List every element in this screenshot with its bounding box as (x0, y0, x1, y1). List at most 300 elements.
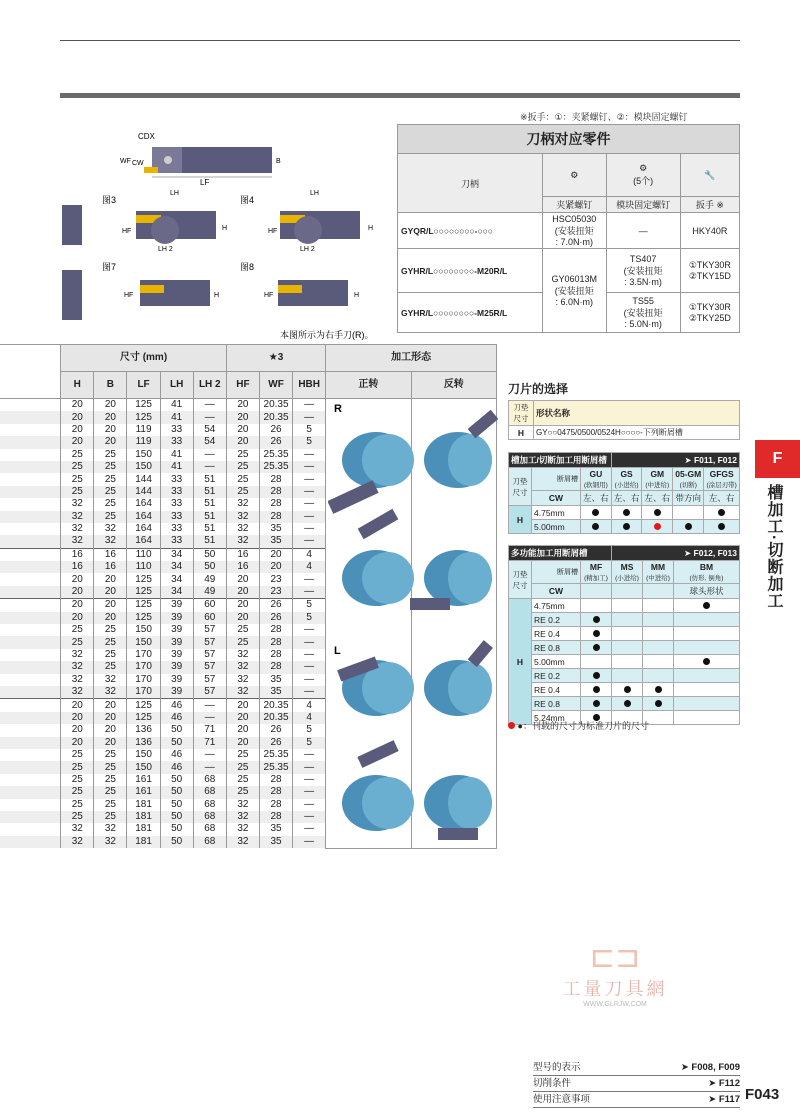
row-lead (0, 836, 61, 848)
table-cell: 28 (259, 811, 292, 823)
grv-col-2 (642, 468, 673, 491)
available-dot-icon (593, 672, 600, 679)
mark-cell (643, 613, 674, 627)
insert-size-cell: H (509, 506, 532, 534)
legend-text: ●：刊载的尺寸为标准刀片的尺寸 (517, 721, 649, 731)
fig7 (62, 262, 219, 320)
table-cell: 20 (61, 699, 94, 712)
cw-cell: 5.00mm (532, 655, 581, 669)
table-cell: 28 (259, 774, 292, 786)
table-cell: — (193, 699, 226, 712)
table-cell: 32 (61, 823, 94, 835)
row-lead (0, 712, 61, 724)
table-cell: 46 (160, 761, 193, 773)
dim-wf: WF (120, 158, 131, 165)
grooving-breaker-label: 断屑槽 (532, 468, 581, 491)
row-lead (0, 674, 61, 686)
table-cell: 20 (94, 712, 127, 724)
table-cell: — (293, 399, 326, 412)
table-cell: 32 (226, 498, 259, 510)
cw-cell: 4.75mm (532, 599, 581, 613)
svg-text:H: H (222, 225, 228, 232)
table-cell: 35 (259, 686, 292, 699)
table-cell: 25.35 (259, 761, 292, 773)
table-cell: 20 (259, 561, 292, 573)
table-cell: 25 (61, 774, 94, 786)
table-cell: 51 (193, 498, 226, 510)
mark-cell (643, 683, 674, 697)
table-cell: 34 (160, 561, 193, 573)
mark-cell (612, 641, 643, 655)
mlt-sub-1: (小进给) (615, 575, 639, 582)
mark-cell (612, 655, 643, 669)
insert-section-title: 刀片的选择 (508, 382, 569, 396)
row-lead (0, 649, 61, 661)
col-wrench-label: 扳手 (695, 200, 714, 210)
table-cell: 39 (160, 599, 193, 612)
table-cell: 170 (127, 661, 160, 673)
section-tab[interactable]: F (755, 440, 800, 478)
table-cell: 150 (127, 761, 160, 773)
footer-link-0[interactable] (533, 1060, 740, 1076)
table-cell: 50 (160, 811, 193, 823)
insert-size-head: 刀垫 尺寸 (509, 401, 534, 426)
mlt-sub-2: (中进给) (646, 575, 670, 582)
table-cell: 20.35 (259, 699, 292, 712)
table-cell: 28 (259, 498, 292, 510)
table-cell: 39 (160, 649, 193, 661)
module-screw-icon: ⚙ (5个) (606, 154, 680, 197)
mlt-col-0 (581, 561, 612, 584)
wrench-mark: ※ (716, 200, 724, 210)
table-cell: — (293, 786, 326, 798)
page-number: F043 (745, 1086, 780, 1103)
table-cell: 16 (226, 548, 259, 561)
fig8 (240, 262, 359, 306)
available-dot-icon (593, 644, 600, 651)
table-cell: — (293, 749, 326, 761)
table-cell: 32 (226, 511, 259, 523)
table-cell: 125 (127, 612, 160, 624)
row-lead (0, 699, 61, 712)
available-dot-icon (593, 700, 600, 707)
machining-illustrations (328, 398, 498, 874)
table-cell: 50 (193, 548, 226, 561)
table-cell: 34 (160, 573, 193, 585)
table-cell: 20 (94, 586, 127, 599)
mark-cell (611, 520, 642, 534)
fig3 (62, 190, 227, 253)
table-cell: 4 (293, 548, 326, 561)
table-cell: 20 (61, 399, 94, 412)
table-cell: 26 (259, 436, 292, 448)
table-cell: 181 (127, 823, 160, 835)
insert-legend (508, 719, 649, 732)
svg-text:H: H (214, 292, 220, 299)
col-hbh: HBH (293, 372, 326, 399)
row-lead (0, 686, 61, 699)
table-cell: 28 (259, 511, 292, 523)
insert-row (509, 669, 740, 683)
table-cell: — (293, 449, 326, 461)
mark-cell (704, 520, 740, 534)
mark-cell (674, 669, 740, 683)
watermark (540, 940, 690, 1008)
table-cell: — (293, 636, 326, 648)
table-cell: — (293, 761, 326, 773)
table-cell: — (293, 661, 326, 673)
grv-sub-4: (涂层刃带) (706, 482, 737, 489)
table-cell: 50 (193, 561, 226, 573)
table-cell: 25 (226, 449, 259, 461)
col-clamp: 夹紧螺钉 (543, 197, 607, 213)
mlt-code-3: BM (699, 562, 714, 572)
table-cell: 28 (259, 473, 292, 485)
table-cell: 32 (226, 535, 259, 548)
table-cell: 28 (259, 636, 292, 648)
table-cell: 25 (94, 624, 127, 636)
table-cell: 25 (226, 624, 259, 636)
standard-dot-icon (654, 523, 661, 530)
footer-label-1: 切削条件 (533, 1078, 572, 1089)
table-cell: 57 (193, 636, 226, 648)
table-cell: 164 (127, 523, 160, 535)
parts-title: 刀柄对应零件 (398, 125, 740, 154)
row-lead (0, 749, 61, 761)
mark-cell (612, 697, 643, 711)
table-cell: 181 (127, 799, 160, 811)
fig8-label: 图8 (240, 262, 255, 272)
available-dot-icon (703, 602, 710, 609)
svg-text:LH: LH (310, 190, 319, 197)
table-cell: 25 (94, 786, 127, 798)
insert-row (509, 506, 740, 520)
grv-sub-0: (软钢用) (583, 482, 608, 489)
table-cell: 110 (127, 561, 160, 573)
mark-cell (581, 669, 612, 683)
table-cell: 39 (160, 636, 193, 648)
mark-cell (642, 506, 673, 520)
multi-size-label: 刀垫 尺寸 (509, 561, 532, 599)
table-cell: 16 (94, 561, 127, 573)
available-dot-icon (593, 616, 600, 623)
cw-cell: RE 0.8 (532, 641, 581, 655)
parts-table (397, 124, 740, 333)
table-cell: 25 (94, 811, 127, 823)
clamp-screw-icon: ⚙ (543, 154, 607, 197)
insert-row (509, 683, 740, 697)
mark-cell (643, 697, 674, 711)
table-cell: 39 (160, 686, 193, 699)
table-cell: 150 (127, 749, 160, 761)
watermark-url: WWW.GLRJW.COM (583, 1001, 647, 1008)
table-cell: 119 (127, 436, 160, 448)
table-cell: 51 (193, 473, 226, 485)
form-header: 加工形态 (326, 345, 497, 372)
table-cell: 41 (160, 449, 193, 461)
table-cell: 32 (94, 674, 127, 686)
mark-cell (612, 683, 643, 697)
mark-cell (674, 641, 740, 655)
table-cell: 33 (160, 511, 193, 523)
row-lead (0, 823, 61, 835)
table-cell: — (293, 674, 326, 686)
row-lead (0, 535, 61, 548)
table-cell: 25 (94, 649, 127, 661)
insert-size-cell: H (509, 599, 532, 725)
table-cell: 28 (259, 786, 292, 798)
mlt-col-1 (612, 561, 643, 584)
table-cell: 60 (193, 599, 226, 612)
table-cell: 25 (226, 786, 259, 798)
grv-code-3: 05-GM (675, 469, 702, 479)
row-lead (0, 523, 61, 535)
section-title-vertical: 槽加工·切断加工 (765, 484, 782, 610)
parts-holder-2: GYHR/L○○○○○○○○-M20R/L (398, 249, 543, 293)
table-cell: 16 (226, 561, 259, 573)
row-lead (0, 737, 61, 749)
mark-cell (673, 506, 704, 520)
row-lead (0, 586, 61, 599)
cw-cell: 5.24mm (532, 711, 581, 725)
table-cell: 50 (160, 836, 193, 848)
table-cell: 20 (61, 411, 94, 423)
available-dot-icon (623, 509, 630, 516)
table-cell: 26 (259, 612, 292, 624)
table-cell: 20 (61, 424, 94, 436)
available-dot-icon (655, 686, 662, 693)
parts-module-3: TS55 (安装扭矩 : 5.0N·m) (606, 293, 680, 333)
mark-cell (643, 669, 674, 683)
table-cell: 125 (127, 699, 160, 712)
table-cell: 4 (293, 561, 326, 573)
available-dot-icon (718, 523, 725, 530)
table-cell: 25 (94, 486, 127, 498)
footer-link-1[interactable] (533, 1076, 740, 1092)
grv-sub-1: (小进给) (614, 482, 639, 489)
table-cell: — (293, 823, 326, 835)
insert-row (509, 627, 740, 641)
table-cell: 161 (127, 774, 160, 786)
dim-cdx: CDX (138, 132, 155, 141)
table-cell: — (193, 399, 226, 412)
table-cell: 20 (226, 399, 259, 412)
fig7-label: 图7 (102, 262, 117, 272)
multi-ref: ➤ F012, F013 (612, 546, 740, 561)
mark-cell (612, 627, 643, 641)
available-dot-icon (685, 523, 692, 530)
table-cell: 20 (226, 699, 259, 712)
mark-cell (643, 627, 674, 641)
table-cell: 144 (127, 473, 160, 485)
table-cell: 20 (94, 399, 127, 412)
mark-cell (581, 655, 612, 669)
fig-main (120, 132, 281, 187)
footer-link-2[interactable] (533, 1092, 740, 1108)
svg-text:H: H (354, 292, 360, 299)
table-cell: 28 (259, 486, 292, 498)
row-lead (0, 473, 61, 485)
dim-lf: LF (200, 178, 210, 187)
insert-row (509, 697, 740, 711)
multi-title: 多功能加工用断屑槽 (509, 546, 612, 561)
table-cell: 170 (127, 649, 160, 661)
table-cell: 68 (193, 799, 226, 811)
table-cell: 35 (259, 823, 292, 835)
table-cell: 25 (226, 473, 259, 485)
col-lh2: LH 2 (193, 372, 226, 399)
table-cell: 34 (160, 586, 193, 599)
table-cell: — (293, 686, 326, 699)
table-cell: — (293, 836, 326, 848)
mark-cell (674, 711, 740, 725)
mark-cell (581, 627, 612, 641)
grv-col-4 (704, 468, 740, 491)
table-cell: 32 (94, 523, 127, 535)
footer-label-2: 使用注意事项 (533, 1094, 591, 1105)
hand-l: L (334, 645, 341, 657)
table-cell: — (293, 473, 326, 485)
watermark-title: 工量刀具網 (562, 979, 668, 999)
table-cell: — (293, 774, 326, 786)
multi-table (508, 545, 740, 725)
parts-module-2: TS407 (安装扭矩 : 3.5N·m) (606, 249, 680, 293)
table-cell: 136 (127, 737, 160, 749)
table-cell: 51 (193, 523, 226, 535)
table-cell: 5 (293, 724, 326, 736)
table-cell: 5 (293, 436, 326, 448)
footer-ref-0: ➤ F008, F009 (680, 1062, 740, 1073)
table-cell: 68 (193, 836, 226, 848)
table-cell: 125 (127, 586, 160, 599)
mark-cell (643, 599, 674, 613)
table-cell: 20 (226, 424, 259, 436)
table-cell: 28 (259, 661, 292, 673)
available-dot-icon (624, 700, 631, 707)
table-cell: 25.35 (259, 449, 292, 461)
table-cell: 170 (127, 686, 160, 699)
insert-shape-table (508, 400, 740, 440)
table-cell: 68 (193, 823, 226, 835)
parts-module-1: — (606, 213, 680, 249)
table-cell: — (293, 624, 326, 636)
table-cell: 25 (226, 461, 259, 473)
table-cell: 32 (61, 511, 94, 523)
grooving-title: 槽加工/切断加工用断屑槽 (509, 453, 612, 468)
mark-cell (581, 641, 612, 655)
table-cell: 25 (226, 636, 259, 648)
table-cell: 60 (193, 612, 226, 624)
table-cell: 28 (259, 649, 292, 661)
table-cell: — (293, 411, 326, 423)
fig4 (240, 190, 373, 253)
mark-cell (581, 506, 612, 520)
parts-holder-3: GYHR/L○○○○○○○○-M25R/L (398, 293, 543, 333)
mlt-col-3 (674, 561, 740, 584)
table-cell: 49 (193, 573, 226, 585)
row-lead (0, 724, 61, 736)
table-cell: — (193, 749, 226, 761)
parts-clamp-1: HSC05030 (安装扭矩 : 7.0N·m) (543, 213, 607, 249)
mark-cell (673, 520, 704, 534)
mark-cell (611, 506, 642, 520)
table-cell: 23 (259, 573, 292, 585)
row-lead (0, 786, 61, 798)
table-cell: 33 (160, 436, 193, 448)
table-cell: 16 (94, 548, 127, 561)
table-cell: 41 (160, 399, 193, 412)
table-cell: 32 (226, 799, 259, 811)
fig4-label: 图4 (240, 195, 255, 205)
col-lf: LF (127, 372, 160, 399)
grv-col-1 (611, 468, 642, 491)
table-cell: 33 (160, 424, 193, 436)
cw-cell: RE 0.2 (532, 669, 581, 683)
insert-row (509, 641, 740, 655)
mark-cell (612, 599, 643, 613)
table-cell: 119 (127, 424, 160, 436)
table-cell: 32 (226, 649, 259, 661)
table-cell: — (293, 486, 326, 498)
table-cell: 35 (259, 523, 292, 535)
table-cell: 150 (127, 449, 160, 461)
table-cell: 110 (127, 548, 160, 561)
legend-dot-icon (508, 722, 515, 729)
table-cell: 39 (160, 624, 193, 636)
cw-cell: RE 0.4 (532, 683, 581, 697)
table-cell: 51 (193, 535, 226, 548)
mark-cell (674, 697, 740, 711)
table-cell: 161 (127, 786, 160, 798)
table-cell: 5 (293, 424, 326, 436)
grooving-size-label: 刀垫 尺寸 (509, 468, 532, 506)
figure-caption: 本图所示为右手刀(R)。 (280, 330, 374, 340)
footer-links (533, 1060, 740, 1108)
table-cell: 170 (127, 674, 160, 686)
table-cell: 32 (226, 523, 259, 535)
table-cell: 46 (160, 749, 193, 761)
mlt-code-1: MS (620, 562, 634, 572)
table-cell: 16 (61, 548, 94, 561)
table-cell: 16 (61, 561, 94, 573)
table-cell: 32 (61, 836, 94, 848)
table-cell: 32 (94, 823, 127, 835)
available-dot-icon (592, 523, 599, 530)
table-cell: 25 (94, 761, 127, 773)
table-cell: — (193, 712, 226, 724)
table-cell: 33 (160, 535, 193, 548)
col-lh: LH (160, 372, 193, 399)
grv-dir-1: 左、右 (611, 491, 642, 506)
table-cell: 164 (127, 511, 160, 523)
table-cell: 32 (226, 674, 259, 686)
table-cell: 39 (160, 612, 193, 624)
table-cell: 68 (193, 786, 226, 798)
available-dot-icon (623, 523, 630, 530)
table-cell: 20.35 (259, 411, 292, 423)
mlt-col-2 (643, 561, 674, 584)
table-cell: — (193, 761, 226, 773)
parts-wrench-1: HKY40R (680, 213, 739, 249)
table-cell: 50 (160, 724, 193, 736)
table-cell: 20 (226, 573, 259, 585)
row-lead (0, 486, 61, 498)
col-fwd: 正转 (326, 372, 411, 399)
table-cell: 4 (293, 699, 326, 712)
table-cell: 32 (61, 661, 94, 673)
table-cell: 20 (94, 424, 127, 436)
cw-cell: 5.00mm (532, 520, 581, 534)
